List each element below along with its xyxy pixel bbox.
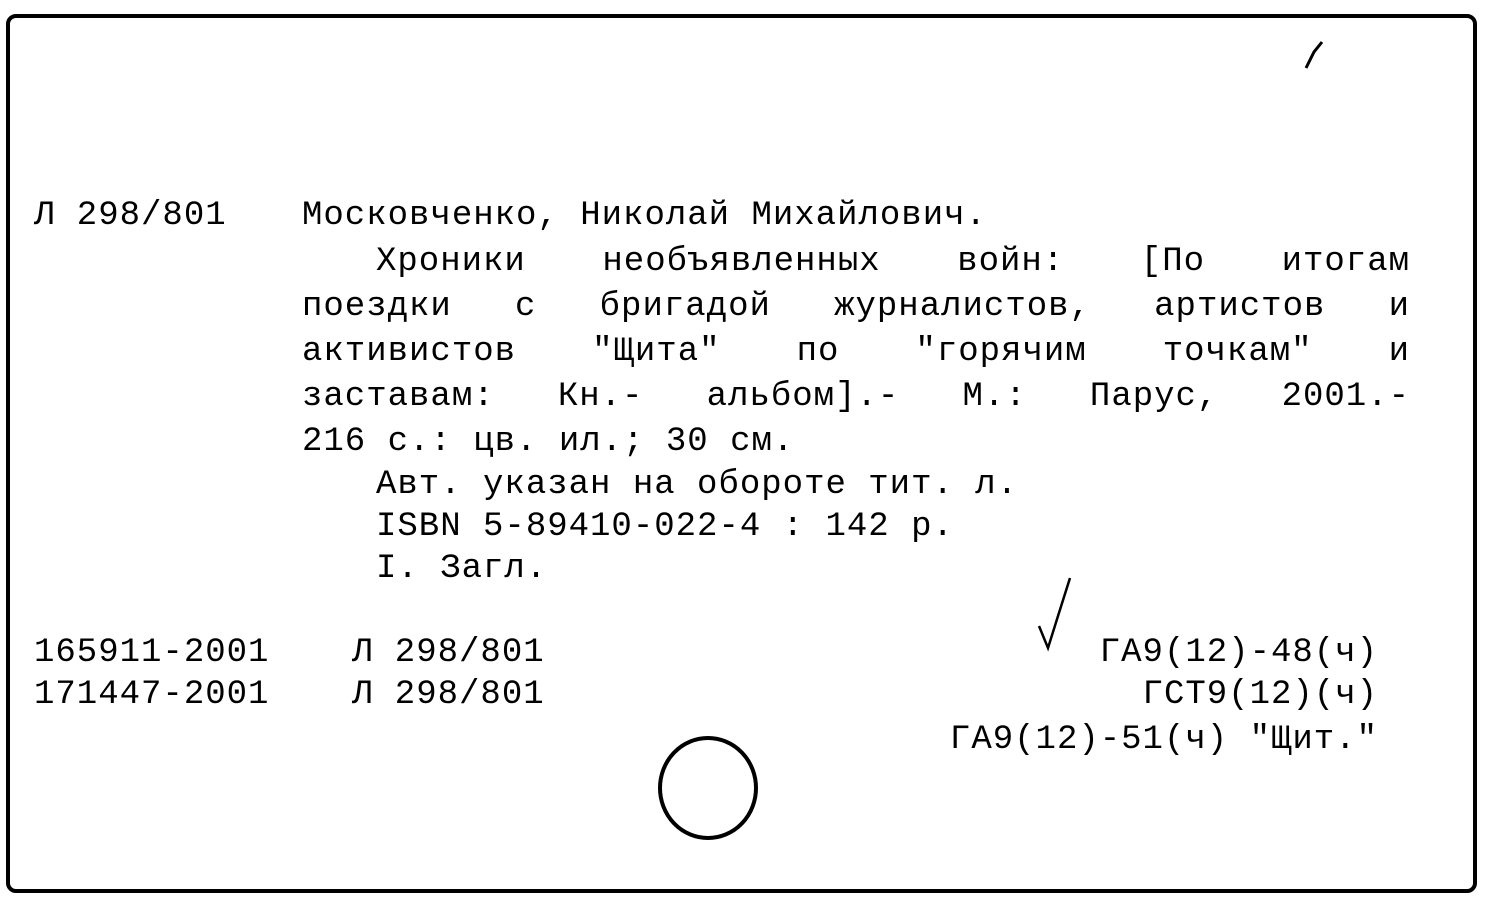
holding-shelfmark-2: Л 298/801 <box>352 676 545 714</box>
card-author: Московченко, Николай Михайлович. <box>302 197 987 235</box>
classification-1: ГА9(12)-48(ч) <box>1099 634 1378 672</box>
holding-inventory-2: 171447-2001 <box>34 676 270 714</box>
card-shelfmark: Л 298/801 <box>34 197 227 235</box>
punch-hole <box>650 728 770 848</box>
holding-inventory-1: 165911-2001 <box>34 634 270 672</box>
classification-3: ГА9(12)-51(ч) "Щит." <box>949 721 1378 759</box>
title-line-1: Хроники необъявленных войн: [По итогам <box>376 243 1410 281</box>
note-title-entry: I. Загл. <box>376 550 548 588</box>
extent-line: 216 с.: цв. ил.; 30 см. <box>302 423 795 461</box>
title-line-3: активистов "Щита" по "горячим точкам" и <box>302 333 1410 371</box>
note-author: Авт. указан на обороте тит. л. <box>376 466 1019 504</box>
holding-shelfmark-1: Л 298/801 <box>352 634 545 672</box>
note-isbn: ISBN 5-89410-022-4 : 142 р. <box>376 508 954 546</box>
title-line-2: поездки с бригадой журналистов, артистов и <box>302 288 1410 326</box>
pen-mark <box>1300 38 1330 72</box>
title-line-4: заставам: Кн.- альбом].- М.: Парус, 2001.- <box>302 378 1410 416</box>
classification-2: ГСТ9(12)(ч) <box>1142 676 1378 714</box>
